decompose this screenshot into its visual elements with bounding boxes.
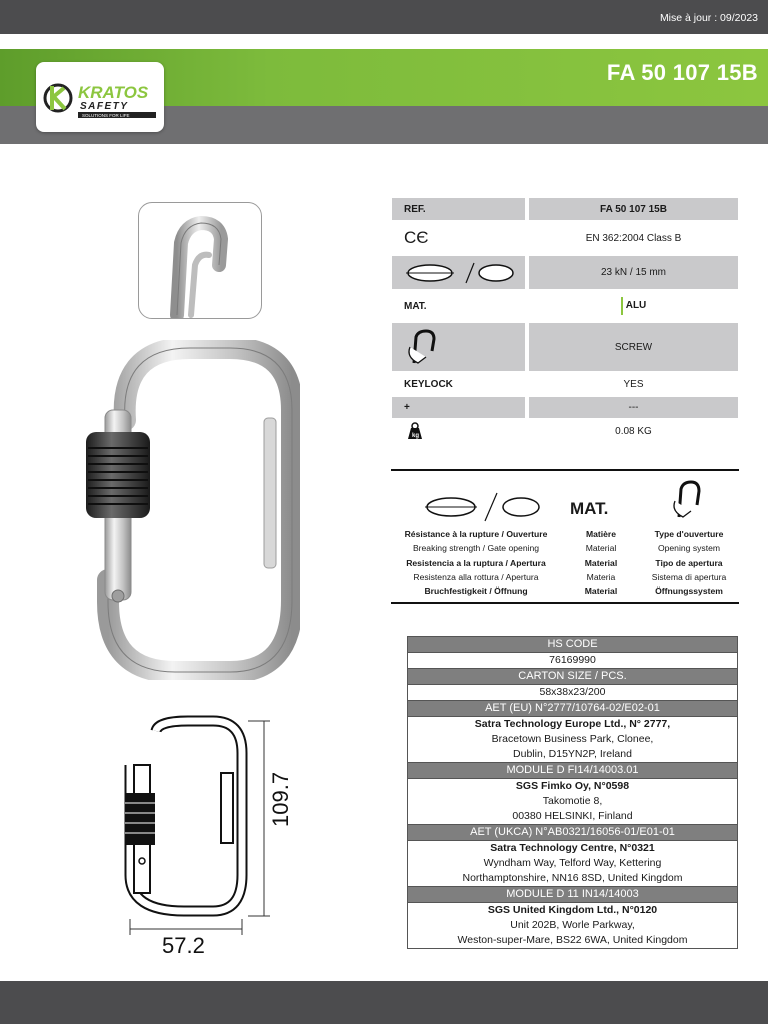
aet-eu-body: Satra Technology Europe Ltd., N° 2777, Bracetown Business Park, Clonee, Dublin, D15YN2P, Ireland [408,717,737,763]
dimension-height: 109.7 [268,771,293,827]
spec-row-ref [392,198,738,220]
spec-row-opening [392,323,738,371]
spec-value: EN 362:2004 Class B [585,232,682,244]
certification-table [407,636,738,949]
spec-label: MAT. [404,300,427,312]
svg-text:SOLUTIONS FOR LIFE: SOLUTIONS FOR LIFE [82,113,130,118]
spec-label: KEYLOCK [404,378,453,390]
aluminium-icon: ALU [621,297,647,315]
legend-strength-column: Résistance à la rupture / Ouverture Breaking strength / Gate opening Resistencia a la ruptura / Apertura Resistenza alla rottura / Apertura Bruchfestigkeit / Öffnung [404,529,548,597]
opening-system-icon [404,327,440,367]
carabiner-image [80,340,300,680]
legend-material-column: Matière Material Material Materia Material [584,529,618,597]
carton-size-header: CARTON SIZE / PCS. [408,669,737,685]
legend-opening-column: Type d'ouverture Opening system Tipo de apertura Sistema di apertura Öffnungssystem [651,529,727,597]
spec-value: 23 kN / 15 mm [529,256,738,289]
legend-material-heading: MAT. [570,499,609,518]
spec-value: --- [529,397,738,418]
footer-bar [0,981,768,1024]
svg-text:KRATOS: KRATOS [78,83,149,102]
ce-mark-icon: CЄ [404,228,429,247]
spec-value: FA 50 107 15B [529,198,738,220]
kratos-logo-mark [36,62,164,132]
aet-ukca-body: Satra Technology Centre, N°0321 Wyndham Way, Telford Way, Kettering Northamptonshire, NN16 8SD, United Kingdom [408,841,737,887]
icon-legend [391,469,739,604]
spec-row-material [392,291,738,321]
spec-row-standard [392,222,738,254]
spec-value: YES [623,378,644,390]
aet-eu-header: AET (EU) N°2777/10764-02/E02-01 [408,701,737,717]
module-d-header: MODULE D FI14/14003.01 [408,763,737,779]
weight-icon [404,422,426,440]
dimension-drawing [118,715,308,960]
kratos-logo [36,62,164,132]
aet-ukca-header: AET (UKCA) N°AB0321/16056-01/E01-01 [408,825,737,841]
spec-row-weight [392,420,738,442]
carabiner-photo [80,340,300,680]
hs-code-header: HS CODE [408,637,737,653]
breaking-strength-icon [421,489,541,523]
top-bar [0,0,768,34]
spec-value: 0.08 KG [615,425,652,437]
svg-text:SAFETY: SAFETY [80,101,129,112]
gate-detail-thumbnail [138,202,262,319]
module-d11-header: MODULE D 11 IN14/14003 [408,887,737,903]
svg-text:kg: kg [412,433,420,439]
specification-table [392,198,738,442]
update-date: Mise à jour : 09/2023 [659,12,758,24]
opening-system-icon [667,477,707,523]
spec-row-keylock [392,373,738,395]
module-d11-body: SGS United Kingdom Ltd., N°0120 Unit 202B, Worle Parkway, Weston-super-Mare, BS22 6WA, United Kingdom [408,903,737,948]
breaking-strength-icon [404,259,514,287]
dimension-width: 57.2 [162,933,205,958]
spec-row-strength [392,256,738,289]
gate-detail-image [139,203,261,318]
hs-code-value: 76169990 [408,653,737,669]
spec-value: SCREW [529,323,738,371]
spec-label: + [392,397,525,418]
spec-label: REF. [392,198,525,220]
spec-row-extra [392,397,738,418]
module-d-body: SGS Fimko Oy, N°0598 Takomotie 8, 00380 HELSINKI, Finland [408,779,737,825]
carton-size-value: 58x38x23/200 [408,685,737,701]
product-reference: FA 50 107 15B [606,60,758,85]
